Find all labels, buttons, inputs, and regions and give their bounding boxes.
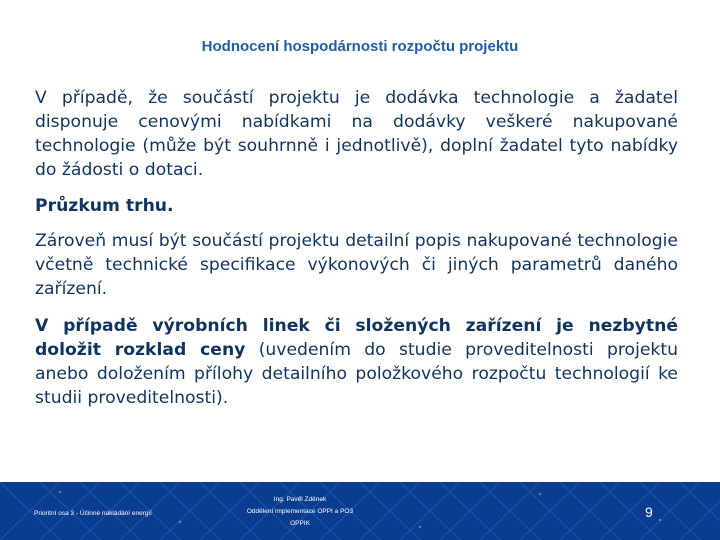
- paragraph-price-breakdown-bold: V případě výrobních linek či složených zařízení je nezbytné doložit rozklad ceny: [35, 316, 678, 360]
- footer-contact-department: Oddělení implementace OPPI a PO3: [246, 508, 354, 515]
- footer-bar: [0, 482, 720, 540]
- paragraph-offers: V případě, že součástí projektu je dodávka technologie a žadatel disponuje cenovými nabídkami na dodávky veškeré nakupované technologie (může být souhrnně i jednotlivě), doplní žadatel tyto nabídky do žádosti o dotaci.: [35, 88, 678, 180]
- paragraph-price-breakdown-rest: (uvedením do studie proveditelnosti projektu anebo doložením přílohy detailního položkového rozpočtu technologií ke studii proveditelnosti).: [35, 340, 679, 408]
- slide-content: [35, 86, 678, 410]
- paragraph-technology-description: Zároveň musí být součástí projektu detailní popis nakupované technologie včetně technické specifikace výkonových či jiných parametrů daného zařízení.: [35, 231, 678, 299]
- footer-priority-axis: Prioritní osa 3 - Účinné nakládání energií: [34, 510, 152, 517]
- paragraph-market-survey: Průzkum trhu.: [35, 196, 174, 216]
- footer-contact-program: OPPIK: [290, 520, 310, 527]
- slide-title: Hodnocení hospodárnosti rozpočtu projektu: [201, 38, 519, 55]
- paragraph-price-breakdown: [35, 314, 678, 410]
- footer-contact: [210, 494, 390, 530]
- footer-contact-name: Ing. Pavel Zděnek: [273, 496, 327, 503]
- page-number: 9: [645, 504, 653, 520]
